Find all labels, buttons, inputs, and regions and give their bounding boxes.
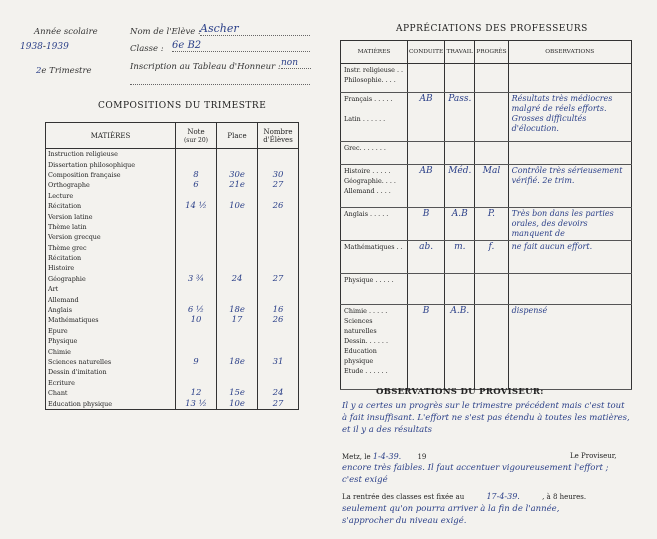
compositions-table: [45, 122, 299, 410]
year-end: 1939: [45, 42, 69, 52]
appreciation-row: [341, 274, 632, 305]
place-cell: [217, 243, 258, 253]
r-progress-cell: [475, 93, 508, 142]
note-cell: [176, 149, 217, 160]
r-work-cell: A.B.: [445, 305, 475, 390]
appreciations-table: [340, 40, 632, 390]
note-cell: [176, 336, 217, 346]
place-cell: [217, 336, 258, 346]
subject-cell: Instruction religieuse: [46, 149, 176, 160]
subject-cell: Allemand: [46, 294, 176, 304]
final-note: seulement qu'on pourra arriver à la fin de l'année, s'approcher du niveau exigé.: [342, 504, 560, 526]
place-cell: [217, 367, 258, 377]
r-progress-cell: P.: [475, 208, 508, 241]
count-cell: [258, 284, 299, 294]
note-cell: [176, 378, 217, 388]
count-cell: [258, 378, 299, 388]
r-header-work: TRAVAIL: [445, 41, 475, 64]
subject-cell: Orthographe: [46, 180, 176, 190]
place-cell: 18e: [217, 305, 258, 315]
subject-cell: Géographie: [46, 274, 176, 284]
r-subject-cell: Physique . . . . .: [341, 274, 408, 305]
count-cell: [258, 253, 299, 263]
r-progress-cell: f.: [475, 241, 508, 274]
composition-row: [46, 170, 299, 180]
composition-row: [46, 378, 299, 388]
r-obs-cell: [508, 64, 631, 93]
composition-row: [46, 336, 299, 346]
r-header-conduct: CONDUITE: [408, 41, 445, 64]
class-value: 6e B2: [172, 40, 310, 52]
r-progress-cell: [475, 274, 508, 305]
appreciation-row: [341, 305, 632, 390]
r-subject-cell: Mathématiques . .: [341, 241, 408, 274]
proviseur-note: encore très faibles. Il faut accentuer vigoureusement l'effort ; c'est exigé: [342, 463, 609, 485]
proviseur-sig: Le Proviseur,: [570, 452, 617, 460]
subject-cell: Ecriture: [46, 378, 176, 388]
rentree-prefix: La rentrée des classes est fixée au: [342, 493, 465, 501]
subject-cell: Thème grec: [46, 243, 176, 253]
trimester: [36, 66, 92, 76]
count-cell: 26: [258, 201, 299, 211]
place-cell: 15e: [217, 388, 258, 398]
year-start: 1938: [20, 42, 43, 52]
composition-row: [46, 388, 299, 398]
place-cell: 21e: [217, 180, 258, 190]
r-progress-cell: [475, 305, 508, 390]
class-label: Classe :: [130, 44, 164, 54]
r-work-cell: [445, 64, 475, 93]
student-name: Ascher: [200, 22, 310, 36]
r-header-progress: PROGRÈS: [475, 41, 508, 64]
composition-row: [46, 159, 299, 169]
count-cell: 27: [258, 398, 299, 409]
composition-row: [46, 367, 299, 377]
note-cell: 14 ½: [176, 201, 217, 211]
rentree-line: [342, 492, 586, 501]
header-note: Note (sur 20): [176, 123, 217, 149]
r-header-obs: OBSERVATIONS: [508, 41, 631, 64]
appreciations-title: APPRÉCIATIONS DES PROFESSEURS: [396, 24, 588, 34]
place-cell: 10e: [217, 201, 258, 211]
rentree-date: 17-4-39.: [486, 492, 520, 501]
honor-line: [130, 84, 310, 85]
note-cell: [176, 346, 217, 356]
place-cell: [217, 253, 258, 263]
place-cell: [217, 263, 258, 273]
place-cell: 24: [217, 274, 258, 284]
composition-row: [46, 315, 299, 325]
honor-value: non: [281, 58, 311, 69]
header-count: Nombre d'Élèves: [258, 123, 299, 149]
appreciation-row: [341, 93, 632, 142]
place-cell: [217, 159, 258, 169]
subject-cell: Physique: [46, 336, 176, 346]
subject-cell: Récitation: [46, 253, 176, 263]
note-cell: 8: [176, 170, 217, 180]
note-cell: [176, 159, 217, 169]
composition-row: [46, 305, 299, 315]
subject-cell: Art: [46, 284, 176, 294]
note-cell: [176, 367, 217, 377]
r-conduct-cell: B: [408, 208, 445, 241]
school-year-label: Année scolaire: [34, 27, 98, 37]
r-subject-cell: Anglais . . . . .: [341, 208, 408, 241]
subject-cell: Chant: [46, 388, 176, 398]
r-obs-cell: Résultats très médiocres malgré de réels efforts. Grosses difficultés d'élocution.: [508, 93, 631, 142]
appreciation-row: [341, 64, 632, 93]
note-cell: 10: [176, 315, 217, 325]
trimester-num: 2: [36, 66, 42, 76]
place-cell: 30e: [217, 170, 258, 180]
count-cell: 27: [258, 274, 299, 284]
subject-cell: Chimie: [46, 346, 176, 356]
appreciation-row: [341, 208, 632, 241]
composition-row: [46, 191, 299, 201]
subject-cell: Anglais: [46, 305, 176, 315]
note-cell: [176, 263, 217, 273]
composition-row: [46, 243, 299, 253]
count-cell: [258, 232, 299, 242]
r-conduct-cell: [408, 64, 445, 93]
school-year: 1938-1939: [20, 42, 69, 52]
composition-row: [46, 180, 299, 190]
subject-cell: Histoire: [46, 263, 176, 273]
subject-cell: Sciences naturelles: [46, 357, 176, 367]
r-conduct-cell: AB: [408, 165, 445, 208]
count-cell: 24: [258, 388, 299, 398]
count-cell: [258, 336, 299, 346]
note-cell: [176, 326, 217, 336]
place-cell: [217, 222, 258, 232]
subject-cell: Dissertation philosophique: [46, 159, 176, 169]
place-cell: [217, 232, 258, 242]
subject-cell: Composition française: [46, 170, 176, 180]
proviseur-text: Il y a certes un progrès sur le trimestre précédent mais c'est tout à fait insuffisant. L'effort ne s'est pas étendu à toutes les matières, et il y a des résultats: [342, 401, 630, 435]
subject-cell: Lecture: [46, 191, 176, 201]
composition-row: [46, 232, 299, 242]
composition-row: [46, 346, 299, 356]
note-cell: [176, 253, 217, 263]
composition-row: [46, 211, 299, 221]
r-obs-cell: ne fait aucun effort.: [508, 241, 631, 274]
student-name-label: Nom de l'Elève :: [130, 27, 201, 37]
r-obs-cell: [508, 274, 631, 305]
note-cell: [176, 284, 217, 294]
place-cell: [217, 284, 258, 294]
header-place: Place: [217, 123, 258, 149]
count-cell: 16: [258, 305, 299, 315]
count-cell: 30: [258, 170, 299, 180]
honor-label: Inscription au Tableau d'Honneur :: [130, 62, 281, 72]
composition-row: [46, 357, 299, 367]
r-work-cell: A.B: [445, 208, 475, 241]
subject-cell: Education physique: [46, 398, 176, 409]
r-conduct-cell: [408, 274, 445, 305]
count-cell: [258, 326, 299, 336]
composition-row: [46, 149, 299, 160]
r-progress-cell: [475, 142, 508, 165]
composition-row: [46, 222, 299, 232]
appreciation-row: [341, 142, 632, 165]
proviseur-title: OBSERVATIONS DU PROVISEUR:: [376, 387, 544, 397]
count-cell: [258, 294, 299, 304]
composition-row: [46, 294, 299, 304]
subject-cell: Dessin d'imitation: [46, 367, 176, 377]
place-cell: [217, 294, 258, 304]
r-conduct-cell: AB: [408, 93, 445, 142]
r-header-subject: MATIÈRES: [341, 41, 408, 64]
r-work-cell: m.: [445, 241, 475, 274]
r-work-cell: Méd.: [445, 165, 475, 208]
composition-row: [46, 201, 299, 211]
note-cell: [176, 294, 217, 304]
note-cell: [176, 191, 217, 201]
compositions-title: COMPOSITIONS DU TRIMESTRE: [98, 101, 267, 111]
r-progress-cell: [475, 64, 508, 93]
count-cell: [258, 222, 299, 232]
r-obs-cell: [508, 142, 631, 165]
count-cell: 26: [258, 315, 299, 325]
subject-cell: Récitation: [46, 201, 176, 211]
rentree-suffix: , à 8 heures.: [542, 493, 587, 501]
note-cell: 3 ¾: [176, 274, 217, 284]
r-work-cell: [445, 274, 475, 305]
subject-cell: Version latine: [46, 211, 176, 221]
r-work-cell: [445, 142, 475, 165]
date-prefix: Metz, le: [342, 453, 371, 461]
place-cell: 18e: [217, 357, 258, 367]
composition-row: [46, 326, 299, 336]
note-cell: 9: [176, 357, 217, 367]
count-cell: [258, 159, 299, 169]
r-subject-cell: Histoire . . . . . Géographie. . . . Allemand . . . .: [341, 165, 408, 208]
composition-row: [46, 274, 299, 284]
place-cell: [217, 211, 258, 221]
r-conduct-cell: ab.: [408, 241, 445, 274]
count-cell: [258, 211, 299, 221]
note-cell: [176, 232, 217, 242]
count-cell: [258, 367, 299, 377]
place-cell: [217, 326, 258, 336]
count-cell: 27: [258, 180, 299, 190]
note-cell: 6 ½: [176, 305, 217, 315]
note-cell: 13 ½: [176, 398, 217, 409]
note-cell: 6: [176, 180, 217, 190]
r-work-cell: Pass.: [445, 93, 475, 142]
r-subject-cell: Français . . . . . Latin . . . . . .: [341, 93, 408, 142]
r-progress-cell: Mal: [475, 165, 508, 208]
composition-row: [46, 284, 299, 294]
r-obs-cell: Très bon dans les parties orales, des devoirs manquent de: [508, 208, 631, 241]
r-subject-cell: Grec. . . . . . .: [341, 142, 408, 165]
r-obs-cell: Contrôle très sérieusement vérifié. 2e trim.: [508, 165, 631, 208]
count-cell: [258, 191, 299, 201]
date-value: 1-4-39.: [372, 452, 402, 461]
note-cell: [176, 243, 217, 253]
composition-row: [46, 263, 299, 273]
place-cell: 10e: [217, 398, 258, 409]
count-cell: [258, 346, 299, 356]
note-cell: 12: [176, 388, 217, 398]
r-conduct-cell: B: [408, 305, 445, 390]
count-cell: 31: [258, 357, 299, 367]
header-subject: MATIÈRES: [46, 123, 176, 149]
date-line: [342, 452, 426, 461]
composition-row: [46, 398, 299, 409]
subject-cell: Mathématiques: [46, 315, 176, 325]
r-conduct-cell: [408, 142, 445, 165]
place-cell: [217, 346, 258, 356]
note-cell: [176, 222, 217, 232]
place-cell: [217, 149, 258, 160]
subject-cell: Epure: [46, 326, 176, 336]
subject-cell: Version grecque: [46, 232, 176, 242]
trimester-label: e Trimestre: [41, 66, 92, 76]
r-obs-cell: dispensé: [508, 305, 631, 390]
count-cell: [258, 149, 299, 160]
r-subject-cell: Instr. religieuse . . Philosophie. . . .: [341, 64, 408, 93]
r-subject-cell: Chimie . . . . . Sciences naturelles Dessin. . . . . . Education physique Etude . . . . . .: [341, 305, 408, 390]
composition-row: [46, 253, 299, 263]
place-cell: [217, 378, 258, 388]
date-year: 19: [417, 453, 427, 461]
place-cell: 17: [217, 315, 258, 325]
appreciation-row: [341, 241, 632, 274]
note-cell: [176, 211, 217, 221]
appreciation-row: [341, 165, 632, 208]
place-cell: [217, 191, 258, 201]
count-cell: [258, 243, 299, 253]
subject-cell: Thème latin: [46, 222, 176, 232]
count-cell: [258, 263, 299, 273]
